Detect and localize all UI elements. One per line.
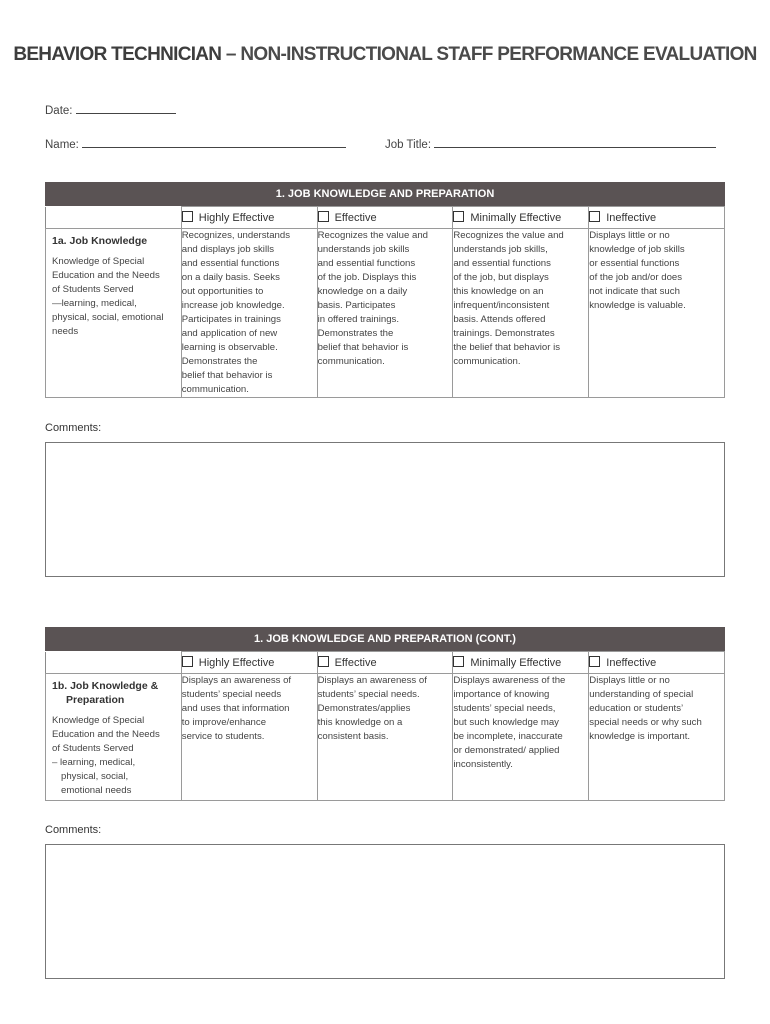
desc-line: this knowledge on an (453, 286, 544, 297)
desc-line: Knowledge of Special (52, 256, 145, 267)
desc-line: trainings. Demonstrates (453, 328, 555, 339)
desc-line: in offered trainings. (317, 314, 400, 325)
desc-line: communication. (317, 356, 385, 367)
desc-line: students’ special needs. (317, 689, 420, 700)
checkbox-icon[interactable] (318, 656, 329, 667)
desc-line: infrequent/inconsistent (453, 300, 550, 311)
job-title-label: Job Title: (385, 139, 432, 151)
desc-line: and essential functions (453, 258, 551, 269)
desc-line: needs (52, 326, 79, 337)
criterion-cell (46, 674, 182, 801)
desc-line: to improve/enhance (181, 717, 267, 728)
desc-line: on a daily basis. Seeks (181, 272, 280, 283)
criterion-description (46, 710, 181, 800)
title-line: Preparation (66, 694, 125, 706)
rating-label: Ineffective (606, 657, 657, 669)
comments-box-1a[interactable] (45, 442, 725, 577)
desc-line: Recognizes the value and (453, 230, 564, 241)
checkbox-icon[interactable] (182, 656, 193, 667)
rubric-table-1b (45, 651, 725, 801)
comments-box-1b[interactable] (45, 844, 725, 979)
rating-label: Minimally Effective (470, 212, 562, 224)
desc-line: Displays an awareness of (317, 675, 427, 686)
descriptor-highly-effective (181, 229, 317, 398)
name-label: Name: (45, 139, 79, 151)
desc-line: consistent basis. (317, 731, 389, 742)
descriptor-highly-effective (181, 674, 317, 801)
desc-line: basis. Attends offered (453, 314, 546, 325)
desc-line: importance of knowing (453, 689, 550, 700)
checkbox-icon[interactable] (589, 656, 600, 667)
desc-line: the belief that behavior is (453, 342, 561, 353)
descriptor-ineffective (589, 229, 725, 398)
desc-line: Displays little or no (589, 230, 670, 241)
criterion-cell (46, 229, 182, 398)
desc-line: or essential functions (589, 258, 680, 269)
desc-line: knowledge is valuable. (589, 300, 686, 311)
desc-line: understanding of special (589, 689, 694, 700)
rating-option-minimally-effective[interactable] (453, 207, 589, 229)
section-header-1b: 1. JOB KNOWLEDGE AND PREPARATION (CONT.) (45, 627, 725, 651)
date-line[interactable] (76, 102, 176, 114)
checkbox-icon[interactable] (453, 656, 464, 667)
checkbox-icon[interactable] (182, 211, 193, 222)
rating-option-ineffective[interactable] (589, 652, 725, 674)
desc-line: Recognizes, understands (181, 230, 291, 241)
checkbox-icon[interactable] (453, 211, 464, 222)
desc-line: of the job. Displays this (317, 272, 417, 283)
desc-line: increase job knowledge. (181, 300, 285, 311)
checkbox-icon[interactable] (318, 211, 329, 222)
desc-line: communication. (453, 356, 521, 367)
rating-option-ineffective[interactable] (589, 207, 725, 229)
desc-line: Displays awareness of the (453, 675, 566, 686)
desc-line: understands job skills (317, 244, 410, 255)
desc-line: – learning, medical, (52, 757, 136, 768)
name-line[interactable] (82, 136, 346, 148)
desc-line: Demonstrates the (181, 356, 258, 367)
rating-option-effective[interactable] (317, 207, 453, 229)
desc-line: Displays little or no (589, 675, 670, 686)
rating-option-highly-effective[interactable] (181, 652, 317, 674)
corner-cell (46, 207, 182, 229)
desc-line: and uses that information (181, 703, 290, 714)
desc-line: Participates in trainings (181, 314, 281, 325)
rating-label: Highly Effective (198, 657, 275, 669)
title-line: 1b. Job Knowledge & (52, 680, 159, 692)
desc-line: service to students. (181, 731, 265, 742)
comments-label-1a: Comments: (45, 422, 102, 434)
desc-line: communication. (181, 384, 249, 395)
rating-label: Minimally Effective (470, 657, 562, 669)
rating-label: Effective (334, 212, 377, 224)
descriptor-effective (317, 229, 453, 398)
rating-option-effective[interactable] (317, 652, 453, 674)
desc-line: but such knowledge may (453, 717, 559, 728)
desc-line: inconsistently. (453, 759, 513, 770)
descriptor-minimally-effective (453, 674, 589, 801)
desc-line: Education and the Needs (52, 270, 160, 281)
desc-line: Demonstrates/applies (317, 703, 411, 714)
desc-line: understands job skills, (453, 244, 548, 255)
criterion-title (46, 674, 181, 710)
desc-line: belief that behavior is (181, 370, 273, 381)
rating-option-minimally-effective[interactable] (453, 652, 589, 674)
desc-line: out opportunities to (181, 286, 264, 297)
criterion-description (46, 251, 181, 341)
page-title (0, 44, 770, 66)
desc-line: of Students Served (52, 284, 134, 295)
desc-line: not indicate that such (589, 286, 680, 297)
desc-line: physical, social, emotional (52, 312, 164, 323)
descriptor-effective (317, 674, 453, 801)
desc-line: belief that behavior is (317, 342, 409, 353)
corner-cell (46, 652, 182, 674)
desc-line: of the job, but displays (453, 272, 549, 283)
rating-option-highly-effective[interactable] (181, 207, 317, 229)
desc-line: of the job and/or does (589, 272, 683, 283)
rubric-table-1a (45, 206, 725, 398)
title-role: BEHAVIOR TECHNICIAN (13, 44, 222, 65)
desc-line: and essential functions (317, 258, 416, 269)
desc-line: knowledge on a daily (317, 286, 408, 297)
desc-line: or demonstrated/ applied (453, 745, 560, 756)
descriptor-ineffective (589, 674, 725, 801)
desc-line: knowledge is important. (589, 731, 691, 742)
desc-line: and displays job skills (181, 244, 275, 255)
comments-label-1b: Comments: (45, 824, 102, 836)
desc-line: special needs or why such (589, 717, 702, 728)
criterion-title: 1a. Job Knowledge (52, 235, 148, 247)
desc-line: emotional needs (61, 785, 132, 796)
desc-line: of Students Served (52, 743, 134, 754)
job-title-field[interactable] (385, 136, 716, 151)
desc-line: Displays an awareness of (181, 675, 292, 686)
date-label: Date: (45, 105, 73, 117)
desc-line: students’ special needs, (453, 703, 556, 714)
title-subtitle: – NON-INSTRUCTIONAL STAFF PERFORMANCE EVALUATION (221, 44, 757, 65)
desc-line: education or students’ (589, 703, 684, 714)
rating-label: Highly Effective (198, 212, 275, 224)
desc-line: learning is observable. (181, 342, 278, 353)
desc-line: and application of new (181, 328, 278, 339)
desc-line: be incomplete, inaccurate (453, 731, 563, 742)
job-title-line[interactable] (434, 136, 716, 148)
desc-line: knowledge of job skills (589, 244, 685, 255)
desc-line: this knowledge on a (317, 717, 403, 728)
desc-line: Recognizes the value and (317, 230, 428, 241)
date-field[interactable] (45, 102, 176, 117)
desc-line: and essential functions (181, 258, 280, 269)
section-header-1a: 1. JOB KNOWLEDGE AND PREPARATION (45, 182, 725, 206)
desc-line: Education and the Needs (52, 729, 160, 740)
desc-line: students’ special needs (181, 689, 282, 700)
checkbox-icon[interactable] (589, 211, 600, 222)
rating-label: Effective (334, 657, 377, 669)
desc-line: physical, social, (61, 771, 129, 782)
desc-line: —learning, medical, (52, 298, 137, 309)
desc-line: Knowledge of Special (52, 715, 145, 726)
desc-line: basis. Participates (317, 300, 396, 311)
descriptor-minimally-effective (453, 229, 589, 398)
name-field[interactable] (45, 136, 346, 151)
desc-line: Demonstrates the (317, 328, 394, 339)
rating-label: Ineffective (606, 212, 657, 224)
